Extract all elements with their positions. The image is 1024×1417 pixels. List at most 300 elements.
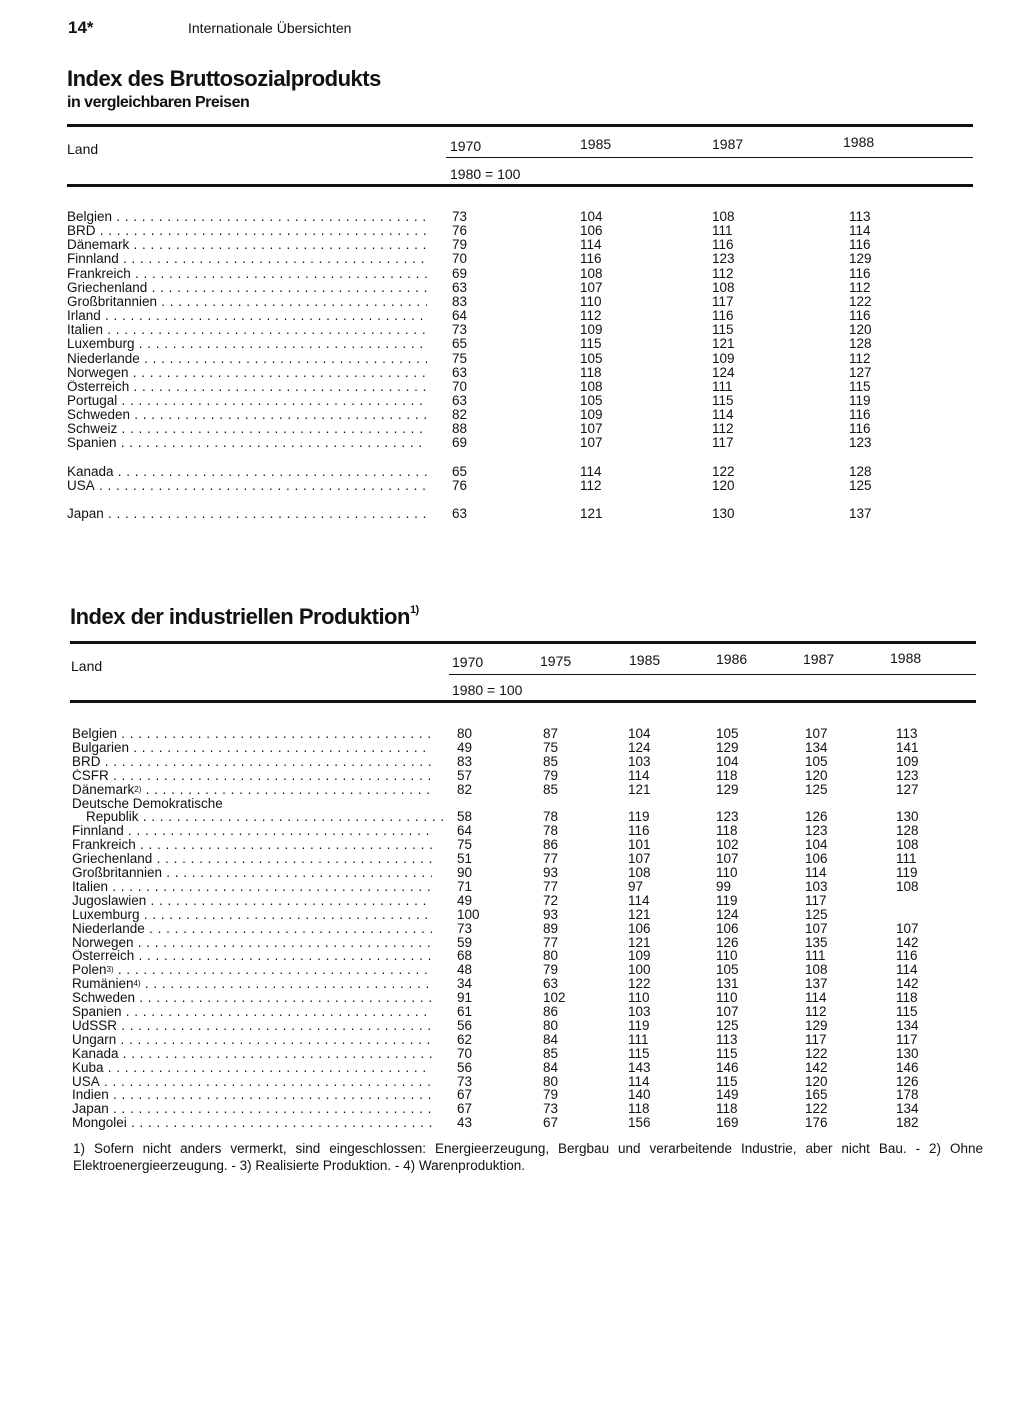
cell-1985: 110	[628, 990, 650, 1006]
table-row	[72, 949, 978, 963]
row-land	[72, 852, 432, 866]
cell-1985: 108	[580, 378, 603, 394]
row-land-text: Irland	[67, 309, 101, 324]
cell-1975: 80	[543, 1017, 559, 1033]
cell-1987: 107	[805, 726, 828, 741]
cell-1985: 114	[580, 237, 602, 253]
row-land-text: Großbritannien	[72, 866, 163, 880]
cell-1988: 114	[849, 223, 871, 239]
row-land-text: Kuba	[72, 1060, 104, 1075]
row-land	[67, 479, 427, 493]
cell-1985: 140	[628, 1087, 651, 1103]
table-row	[72, 922, 978, 936]
cell-1988: 134	[896, 1017, 919, 1033]
row-land	[72, 977, 432, 991]
cell-1985: 103	[628, 1004, 651, 1019]
cell-1970: 79	[452, 237, 468, 253]
cell-1988: 117	[896, 1031, 918, 1047]
table1-land-label: Land	[67, 141, 99, 157]
cell-1986: 126	[716, 934, 739, 950]
cell-1988: 118	[896, 990, 918, 1006]
row-land	[67, 422, 427, 436]
row-land-text: USA	[72, 1074, 100, 1089]
cell-1987: 130	[712, 505, 735, 521]
cell-1988: 127	[896, 781, 919, 797]
row-land-text: Portugal	[67, 393, 118, 408]
table2-col-1985: 1985	[629, 652, 661, 668]
table-row	[67, 281, 973, 295]
cell-1975: 78	[543, 809, 559, 825]
cell-1987: 117	[712, 435, 734, 451]
cell-1987: 117	[805, 892, 827, 908]
page-number: 14*	[68, 18, 94, 37]
cell-1987: 116	[712, 237, 734, 253]
cell-1985: 114	[580, 463, 602, 479]
cell-1988: 130	[896, 1045, 919, 1061]
cell-1988: 112	[849, 350, 871, 366]
row-land-note: 2)	[134, 784, 142, 794]
cell-1988: 178	[896, 1087, 919, 1103]
cell-1975: 63	[543, 976, 559, 992]
table2-col-1970: 1970	[452, 654, 484, 670]
cell-1975: 84	[543, 1059, 559, 1075]
cell-1970: 56	[457, 1059, 473, 1075]
cell-1988: 137	[849, 505, 872, 521]
row-land	[67, 337, 427, 351]
cell-1985: 121	[628, 934, 651, 950]
row-land-text: Finnland	[67, 252, 119, 267]
table1-mid-rule	[446, 157, 973, 158]
cell-1986: 99	[716, 878, 732, 894]
cell-1988: 125	[849, 477, 872, 493]
cell-1985: 100	[628, 962, 651, 978]
row-land-text: Indien	[72, 1088, 109, 1103]
row-land	[67, 281, 427, 295]
cell-1985: 115	[580, 336, 602, 352]
row-land	[67, 224, 427, 238]
row-land-text: Griechenland	[72, 852, 153, 867]
table-row	[67, 323, 973, 337]
cell-1988: 116	[849, 407, 871, 423]
cell-1986: 113	[716, 1031, 738, 1047]
row-land	[67, 238, 427, 252]
cell-1986: 115	[716, 1045, 738, 1061]
cell-1985: 101	[628, 837, 651, 853]
table2-col-1975: 1975	[540, 653, 572, 669]
row-land	[67, 465, 427, 479]
cell-1985: 104	[628, 726, 651, 741]
row-land	[72, 1088, 432, 1102]
cell-1986: 115	[716, 1073, 738, 1089]
row-land-text: Italien	[67, 323, 104, 338]
cell-1970: 67	[457, 1101, 473, 1117]
cell-1988: 116	[849, 265, 871, 281]
table1-title: Index des Bruttosozialprodukts	[67, 66, 381, 91]
table-row	[72, 783, 978, 797]
table1-col-1985: 1985	[580, 136, 612, 152]
cell-1988: 119	[849, 392, 871, 408]
row-land-text: Rumänien	[72, 977, 134, 992]
cell-1970: 70	[452, 378, 468, 394]
cell-1985: 107	[580, 421, 603, 437]
cell-1970: 65	[452, 463, 468, 479]
cell-1987: 115	[712, 392, 734, 408]
cell-1986: 149	[716, 1087, 739, 1103]
cell-1987: 123	[805, 823, 828, 839]
cell-1987: 124	[712, 364, 735, 380]
cell-1988: 122	[849, 293, 872, 309]
cell-1987: 112	[805, 1004, 827, 1019]
cell-1970: 65	[452, 336, 468, 352]
cell-1970: 43	[457, 1115, 473, 1131]
row-land	[72, 963, 432, 977]
table-row	[67, 210, 973, 224]
row-land-text: Mongolei	[72, 1116, 127, 1131]
cell-1987: 125	[805, 781, 828, 797]
table1-header-rule	[67, 184, 973, 187]
cell-1985: 156	[628, 1115, 651, 1131]
row-land-text: Deutsche Demokratische	[72, 796, 223, 811]
row-land	[72, 1047, 432, 1061]
table2-col-1986: 1986	[716, 651, 748, 667]
row-land	[72, 866, 432, 880]
table-row	[67, 507, 973, 521]
cell-1970: 56	[457, 1017, 473, 1033]
cell-1985: 119	[628, 1017, 650, 1033]
row-land	[72, 1075, 432, 1089]
row-land-text: BRD	[67, 224, 96, 239]
row-land	[72, 741, 432, 755]
cell-1970: 34	[457, 976, 473, 992]
row-land	[72, 769, 432, 783]
cell-1975: 77	[543, 878, 559, 894]
cell-1975: 89	[543, 920, 559, 936]
cell-1986: 110	[716, 990, 738, 1006]
table-row	[67, 252, 973, 266]
cell-1970: 67	[457, 1087, 473, 1103]
cell-1985: 114	[628, 1073, 650, 1089]
cell-1987: 120	[805, 767, 828, 783]
table-row	[72, 991, 978, 1005]
cell-1970: 59	[457, 934, 473, 950]
cell-1988: 113	[896, 726, 918, 741]
cell-1970: 49	[457, 739, 473, 755]
cell-1975: 80	[543, 1073, 559, 1089]
cell-1985: 110	[580, 293, 602, 309]
table1-col-1970: 1970	[450, 138, 482, 154]
cell-1975: 75	[543, 739, 559, 755]
cell-1986: 124	[716, 906, 739, 922]
table-row	[72, 1075, 978, 1089]
row-land	[72, 1116, 432, 1130]
cell-1975: 77	[543, 934, 559, 950]
row-land-text: Norwegen	[72, 935, 134, 950]
row-land	[72, 1033, 432, 1047]
cell-1987: 142	[805, 1059, 828, 1075]
cell-1988: 111	[896, 851, 917, 867]
table-row	[72, 1019, 978, 1033]
cell-1988: 123	[849, 435, 872, 451]
row-land-text: BRD	[72, 754, 101, 769]
table-row	[72, 908, 978, 922]
table-row	[67, 422, 973, 436]
row-land	[72, 880, 432, 894]
row-land-text: Polen	[72, 963, 107, 978]
cell-1985: 106	[580, 223, 603, 239]
cell-1987: 129	[805, 1017, 828, 1033]
table2-col-1987: 1987	[803, 651, 835, 667]
row-land-text: Niederlande	[67, 351, 140, 366]
cell-1987: 123	[712, 251, 735, 267]
cell-1985: 97	[628, 878, 644, 894]
cell-1985: 116	[580, 251, 602, 267]
cell-1987: 122	[805, 1101, 828, 1117]
cell-1988: 128	[849, 336, 872, 352]
cell-1970: 70	[457, 1045, 473, 1061]
row-land	[72, 936, 432, 950]
cell-1970: 76	[452, 477, 468, 493]
row-land-text: Schweiz	[67, 422, 118, 437]
cell-1987: 114	[805, 865, 827, 880]
row-land-text: Österreich	[72, 949, 135, 964]
cell-1988: 116	[849, 421, 871, 437]
table1-subtitle: in vergleichbaren Preisen	[67, 94, 250, 111]
cell-1988: 128	[849, 463, 872, 479]
cell-1975: 72	[543, 892, 559, 908]
cell-1970: 57	[457, 767, 473, 783]
row-land-text: Luxemburg	[67, 337, 135, 352]
cell-1987: 104	[805, 837, 828, 853]
cell-1970: 62	[457, 1031, 473, 1047]
cell-1987: 134	[805, 739, 828, 755]
cell-1987: 111	[712, 223, 733, 239]
table-row	[72, 810, 978, 824]
row-land-text: Italien	[72, 879, 109, 894]
table1-base: 1980 = 100	[450, 166, 521, 182]
row-land	[72, 1102, 432, 1116]
cell-1975: 85	[543, 1045, 559, 1061]
footnote: 1) Sofern nicht anders vermerkt, sind eingeschlossen: Energieerzeugung, Bergbau und verarbeitende Industrie, aber nicht Bau. - 2) Ohne Elektroenergieerzeugung. - 3) Realisierte Produktion. - 4) Warenproduktion.	[73, 1141, 983, 1173]
row-land	[67, 309, 427, 323]
table1-col-1987: 1987	[712, 136, 744, 152]
table-row	[67, 380, 973, 394]
row-land	[72, 908, 432, 922]
row-land-text: Griechenland	[67, 280, 148, 295]
cell-1987: 126	[805, 809, 828, 825]
cell-1985: 105	[580, 350, 603, 366]
row-land	[67, 380, 427, 394]
table-row	[67, 337, 973, 351]
cell-1987: 108	[712, 279, 735, 295]
cell-1988: 116	[896, 948, 918, 964]
table-row	[67, 267, 973, 281]
running-title: Internationale Übersichten	[188, 20, 352, 36]
page-header	[68, 18, 968, 42]
cell-1970: 73	[452, 322, 468, 338]
cell-1970: 63	[452, 364, 468, 380]
table2-land-label: Land	[71, 658, 103, 674]
cell-1986: 107	[716, 1004, 739, 1019]
cell-1988: 127	[849, 364, 872, 380]
cell-1988: 128	[896, 823, 919, 839]
table-row	[72, 880, 978, 894]
cell-1987: 122	[712, 463, 735, 479]
cell-1988: 126	[896, 1073, 919, 1089]
cell-1970: 83	[457, 753, 473, 769]
cell-1985: 107	[580, 435, 603, 451]
row-land	[72, 1019, 432, 1033]
row-land	[72, 1061, 432, 1075]
cell-1986: 110	[716, 948, 738, 964]
cell-1986: 119	[716, 892, 738, 908]
cell-1987: 125	[805, 906, 828, 922]
cell-1987: 112	[712, 265, 734, 281]
row-land-text: USA	[67, 478, 95, 493]
cell-1988: 116	[849, 237, 871, 253]
row-land	[67, 352, 427, 366]
cell-1975: 85	[543, 781, 559, 797]
cell-1970: 58	[457, 809, 473, 825]
cell-1987: 120	[805, 1073, 828, 1089]
table-row	[67, 394, 973, 408]
row-land-text: Japan	[72, 1102, 109, 1117]
cell-1985: 114	[628, 767, 650, 783]
cell-1987: 116	[712, 308, 734, 324]
table-row	[72, 769, 978, 783]
cell-1988: 146	[896, 1059, 919, 1075]
row-land-text: Spanien	[72, 1005, 122, 1019]
cell-1970: 63	[452, 505, 468, 521]
cell-1988: 114	[896, 962, 918, 978]
cell-1975: 86	[543, 837, 559, 853]
row-land-text: Schweden	[67, 408, 131, 423]
row-land	[72, 727, 432, 741]
cell-1970: 75	[457, 837, 473, 853]
table-row	[67, 352, 973, 366]
cell-1986: 110	[716, 865, 738, 880]
table-row	[72, 1033, 978, 1047]
row-land	[72, 824, 432, 838]
row-land	[72, 838, 432, 852]
table2-title	[70, 604, 419, 630]
cell-1985: 103	[628, 753, 651, 769]
row-land	[67, 408, 427, 422]
row-land	[72, 991, 432, 1005]
cell-1988: 109	[896, 753, 919, 769]
cell-1970: 70	[452, 251, 468, 267]
row-land-text: Norwegen	[67, 365, 129, 380]
row-land-text: Finnland	[72, 824, 124, 839]
row-land-text: Spanien	[67, 436, 117, 451]
cell-1986: 107	[716, 851, 739, 867]
cell-1988: 119	[896, 865, 918, 880]
table-row	[72, 866, 978, 880]
cell-1970: 64	[457, 823, 473, 839]
cell-1985: 121	[628, 781, 651, 797]
cell-1985: 109	[580, 407, 603, 423]
table2-title-note: 1)	[409, 604, 419, 616]
table-row	[72, 741, 978, 755]
cell-1986: 129	[716, 781, 739, 797]
row-land-text: Großbritannien	[67, 294, 158, 309]
row-land-text: Belgien	[72, 727, 118, 741]
cell-1987: 122	[805, 1045, 828, 1061]
table-row	[72, 755, 978, 769]
cell-1985: 114	[628, 892, 650, 908]
row-land	[72, 755, 432, 769]
cell-1970: 61	[457, 1004, 473, 1019]
cell-1988: 115	[849, 378, 871, 394]
cell-1970: 71	[457, 878, 473, 894]
table-row	[72, 838, 978, 852]
cell-1985: 121	[580, 505, 603, 521]
table-row	[67, 479, 973, 493]
table1-top-rule	[67, 124, 973, 127]
cell-1975: 93	[543, 906, 559, 922]
table-row	[72, 727, 978, 741]
cell-1988: 116	[849, 308, 871, 324]
row-land	[67, 366, 427, 380]
cell-1970: 73	[457, 920, 473, 936]
cell-1988: 130	[896, 809, 919, 825]
cell-1970: 83	[452, 293, 468, 309]
table-row	[72, 1061, 978, 1075]
row-land	[67, 267, 427, 281]
table-row	[67, 224, 973, 238]
table-row	[72, 1102, 978, 1116]
cell-1970: 88	[452, 421, 468, 437]
cell-1985: 107	[580, 279, 603, 295]
cell-1985: 143	[628, 1059, 651, 1075]
row-land-text: Österreich	[67, 379, 130, 394]
cell-1985: 119	[628, 809, 650, 825]
cell-1975: 80	[543, 948, 559, 964]
cell-1987: 105	[805, 753, 828, 769]
cell-1985: 111	[628, 1031, 649, 1047]
cell-1987: 135	[805, 934, 828, 950]
table-row	[67, 295, 973, 309]
row-land	[67, 394, 427, 408]
cell-1970: 68	[457, 948, 473, 964]
cell-1987: 115	[712, 322, 734, 338]
cell-1970: 82	[452, 407, 468, 423]
cell-1975: 79	[543, 767, 559, 783]
cell-1987: 112	[712, 421, 734, 437]
cell-1988: 108	[896, 837, 919, 853]
cell-1975: 93	[543, 865, 559, 880]
cell-1987: 114	[712, 407, 734, 423]
cell-1985: 112	[580, 308, 602, 324]
cell-1970: 63	[452, 392, 468, 408]
cell-1985: 118	[628, 1101, 650, 1117]
row-land	[67, 323, 427, 337]
cell-1985: 109	[580, 322, 603, 338]
row-land	[72, 797, 432, 811]
cell-1985: 107	[628, 851, 651, 867]
table-row	[67, 436, 973, 450]
cell-1987: 165	[805, 1087, 828, 1103]
table-row	[72, 824, 978, 838]
table-row	[67, 408, 973, 422]
row-land-text: ČSFR	[72, 768, 109, 783]
cell-1970: 76	[452, 223, 468, 239]
row-land	[72, 810, 446, 824]
table-row	[72, 1005, 978, 1019]
table2-col-1988: 1988	[890, 650, 922, 666]
cell-1986: 169	[716, 1115, 739, 1131]
cell-1975: 79	[543, 1087, 559, 1103]
cell-1986: 118	[716, 1101, 738, 1117]
